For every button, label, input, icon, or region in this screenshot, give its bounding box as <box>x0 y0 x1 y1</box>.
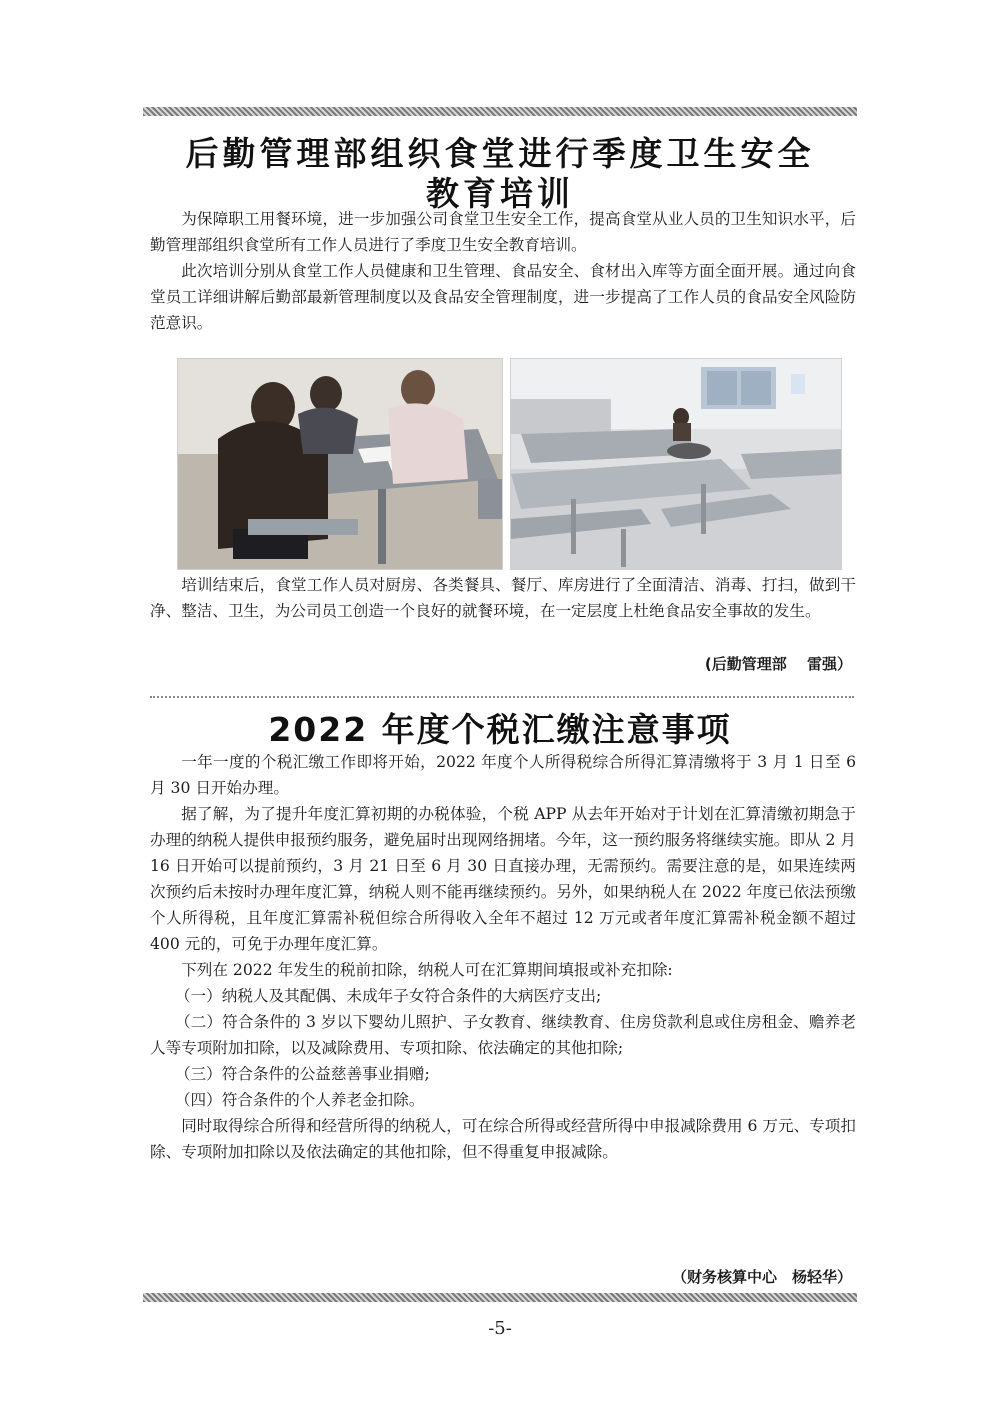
article1-title-line1: 后勤管理部组织食堂进行季度卫生安全 <box>185 134 815 173</box>
article2-list-item-1: （一）纳税人及其配偶、未成年子女符合条件的大病医疗支出; <box>174 987 602 1005</box>
article1-conclusion <box>150 572 856 624</box>
article2-paragraph-1: 一年一度的个税汇缴工作即将开始，2022 年度个人所得税综合所得汇算清缴将于 3 月 1 日至 6 月 30 日开始办理。 <box>150 753 856 797</box>
article1-paragraph-3: 培训结束后，食堂工作人员对厨房、各类餐具、餐厅、库房进行了全面清洁、消毒、打扫，做到干净、整洁、卫生，为公司员工创造一个良好的就餐环境，在一定层度上杜绝食品安全事故的发生。 <box>150 576 856 620</box>
article1-paragraph-1: 为保障职工用餐环境，进一步加强公司食堂卫生安全工作，提高食堂从业人员的卫生知识水平，后勤管理部组织食堂所有工作人员进行了季度卫生安全教育培训。 <box>150 210 856 254</box>
article1-paragraph-2: 此次培训分别从食堂工作人员健康和卫生管理、食品安全、食材出入库等方面全面开展。通过向食堂员工详细讲解后勤部最新管理制度以及食品安全管理制度，进一步提高了工作人员的食品安全风险防范意识。 <box>150 262 856 332</box>
article2-paragraph-3: 下列在 2022 年发生的税前扣除，纳税人可在汇算期间填报或补充扣除: <box>181 961 673 979</box>
article1-author: (后勤管理部 雷强） <box>704 655 852 673</box>
section-separator <box>150 696 854 698</box>
article2-paragraph-4: 同时取得综合所得和经营所得的纳税人，可在综合所得或经营所得中申报减除费用 6 万元、专项扣除、专项附加扣除以及依法确定的其他扣除，但不得重复申报减除。 <box>150 1117 856 1161</box>
article2-paragraph-2: 据了解，为了提升年度汇算初期的办税体验，个税 APP 从去年开始对于计划在汇算清缴初期急于办理的纳税人提供申报预约服务，避免届时出现网络拥堵。今年，这一预约服务将继续实施。即从 2 月 16 日开始可以提前预约，3 月 21 日至 6 月 30 日直接办理，无需预约。需要注意的是，如果连续两次预约后未按时办理年度汇算，纳税人则不能再继续预约。另外，如果纳税人在 2022 年度已依法预缴个人所得税，且年度汇算需补税但综合所得收入全年不超过 12 万元或者年度汇算需补税金额不超过 400 元的，可免于办理年度汇算。 <box>150 805 856 953</box>
article2-list-item-3: （三）符合条件的公益慈善事业捐赠; <box>174 1065 430 1083</box>
article2-author: （财务核算中心 杨轻华） <box>671 1268 852 1286</box>
article1-intro <box>150 206 856 336</box>
article2-list-item-2: （二）符合条件的 3 岁以下婴幼儿照护、子女教育、继续教育、住房贷款利息或住房租金、赡养老人等专项附加扣除，以及减除费用、专项扣除、依法确定的其他扣除; <box>150 1013 856 1057</box>
canteen-photo <box>510 358 842 570</box>
bottom-rule <box>143 1293 857 1302</box>
top-rule <box>143 107 857 116</box>
page-number: -5- <box>488 1318 512 1339</box>
article1-title-line2: 教育培训 <box>426 174 574 213</box>
article2-list-item-4: （四）符合条件的个人养老金扣除。 <box>174 1091 425 1109</box>
training-photo <box>177 358 503 570</box>
article2-title: 2022 年度个税汇缴注意事项 <box>268 710 732 749</box>
article2-body <box>150 749 856 1165</box>
